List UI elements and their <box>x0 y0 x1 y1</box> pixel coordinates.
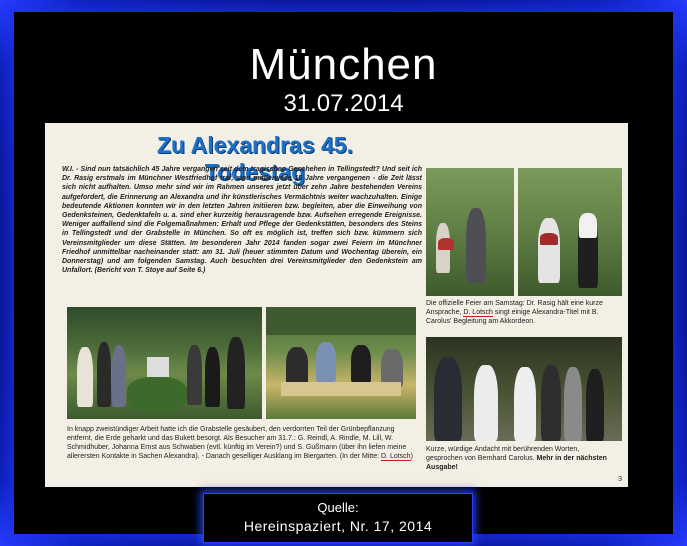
city-title: München <box>249 40 438 89</box>
newspaper-clipping <box>45 123 628 487</box>
date-title: 31.07.2014 <box>283 90 404 117</box>
caption-ceremony: Die offizielle Feier am Samstag: Dr. Rasig hält eine kurze Ansprache, D. Lotsch singt einige Alexandra-Titel mit B. Carolus' Begleitung am Akkordeon. <box>426 300 603 325</box>
page-number: 3 <box>618 476 622 483</box>
caption-grave-care: In knapp zweistündiger Arbeit hatte ich die Grabstelle gesäubert, den verdorrten Teil der Grünbepflanzung entfernt, die Erde geharkt und das Bukett besorgt. Als Besucher am 31.7.: G. Reindl, A. Rindle, M. Lill, W. Schmidhuber, Johanna Ernst aus Schwaben (evtl. künftig im Verein?) und S. Gußmann (über ihn liefen meine allerersten Kontakte in Sachen Alexandra). - Danach geselliger Ausklang im Biergarten. (In der Mitte: D. Lotsch) <box>67 426 413 460</box>
photo-beer-garden <box>266 307 416 419</box>
photo-ceremony-singing <box>518 168 622 296</box>
name-underlined: D. Lotsch <box>381 453 411 460</box>
photo-grave-visitors <box>67 307 262 419</box>
source-box <box>203 493 473 543</box>
photo-ceremony-speech <box>426 168 514 296</box>
photo-prayer <box>426 337 622 441</box>
caption-prayer: Kurze, würdige Andacht mit berührenden Worten, gesprochen von Bernhard Carolus. Mehr in der nächsten Ausgabe! <box>426 446 607 471</box>
source-label: Quelle: <box>317 500 359 515</box>
article-body: W.I. - Sind nun tatsächlich 45 Jahre vergangen seit dem tragischen Geschehen in Tellingstedt? Und seit ich Dr. Rasig erstmals im Münchner Westfriedhof traf, sind mittlerweile 15 Jahre vergangenen - die Zeit lässt sich nicht aufhalten. Umso mehr sind wir im Rahmen unseres jetzt über zehn Jahre bestehenden Vereins aufgefordert, die Erinnerung an Alexandra und ihr künstlerisches Vermächtnis weiter wachzuhalten. Einige bedeutende Aktionen konnten wir in den letzten Jahren initiieren bzw. begleiten, aber die Einweihung von Gedenksteinen, Gedenktafeln u. a. sind eher kurzeitig herausragende bzw. Aufsehen erregende Ereignisse. Weniger auffallend sind die Folgemaßnahmen: Erhalt und Pflege der Gedenkstätten, besonders des Steins in Tellingstedt und der Grabstelle in München. So oft es möglich ist, treffen sich bzw. kümmern sich Vereinsmitglieder um diese Stätten. Im besonderen Jahr 2014 fanden sogar zwei Feiern im Münchner Friedhof unmittelbar nacheinander statt: am 31. Juli (heuer stimmten Datum und Wochentag überein, ein Donnerstag) und am folgenden Samstag. Auch besuchten drei Vereinsmitglieder den Gedenkstein am Unfallort. (Bericht von T. Stoye auf Seite 6.) <box>62 166 422 275</box>
name-underlined: D. Lotsch <box>463 309 493 316</box>
source-value: Hereinspaziert, Nr. 17, 2014 <box>243 518 433 534</box>
article-headline: Zu Alexandras 45. Todestag <box>156 132 353 185</box>
